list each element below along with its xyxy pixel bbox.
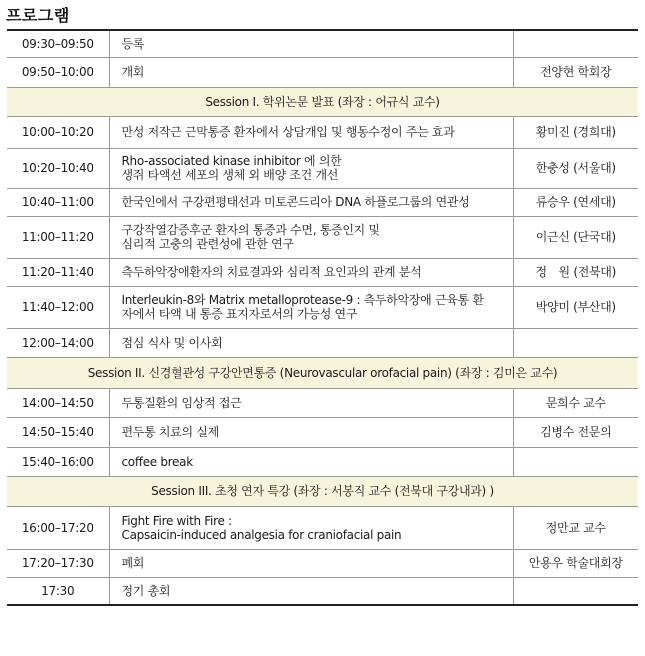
topic-cell	[109, 549, 513, 577]
speaker-cell: 안용우 학술대회장	[513, 549, 638, 577]
time-cell: 10:00–10:20	[7, 116, 109, 148]
session-header: Session III. 초청 연자 특강 (좌장 : 서봉직 교수 (전북대 구강내과) )	[7, 476, 638, 506]
topic-cell	[109, 30, 513, 57]
speaker-cell: 문희수 교수	[513, 388, 638, 417]
speaker-cell: 황미진 (경희대)	[513, 116, 638, 148]
session-row	[7, 476, 638, 506]
program-table	[7, 29, 638, 606]
topic-cell	[109, 577, 513, 605]
topic-cell	[109, 328, 513, 357]
speaker-cell: 정만교 교수	[513, 506, 638, 549]
topic-line: 폐회	[121, 556, 145, 570]
topic-line: Rho-associated kinase inhibitor 에 의한	[121, 154, 342, 168]
topic-cell	[109, 447, 513, 476]
topic-line: 두통질환의 임상적 접근	[121, 395, 242, 410]
table-row	[7, 30, 638, 57]
page-title: 프로그램	[6, 6, 70, 25]
time-cell: 14:50–15:40	[7, 417, 109, 447]
topic-cell	[109, 258, 513, 286]
session-header: Session II. 신경혈관성 구강안면통증 (Neurovascular orofacial pain) (좌장 : 김미은 교수)	[7, 357, 638, 388]
topic-cell	[109, 216, 513, 258]
table-row	[7, 116, 638, 148]
time-cell: 16:00–17:20	[7, 506, 109, 549]
session-header: Session I. 학위논문 발표 (좌장 : 어규식 교수)	[7, 87, 638, 116]
speaker-cell	[513, 447, 638, 476]
speaker-cell: 전양현 학회장	[513, 57, 638, 87]
topic-line: 개회	[121, 65, 145, 79]
topic-line: 정기 총회	[121, 583, 171, 598]
topic-cell	[109, 188, 513, 216]
session-row	[7, 87, 638, 116]
table-row	[7, 286, 638, 328]
speaker-cell	[513, 577, 638, 605]
time-cell: 10:40–11:00	[7, 188, 109, 216]
time-cell: 14:00–14:50	[7, 388, 109, 417]
topic-line: 등록	[121, 36, 145, 51]
topic-line: 구강작열감증후군 환자의 통증과 수면, 통증인지 및	[121, 223, 380, 237]
topic-line: coffee break	[121, 454, 193, 469]
topic-cell	[109, 388, 513, 417]
table-row	[7, 216, 638, 258]
topic-cell	[109, 506, 513, 549]
time-cell: 17:30	[7, 577, 109, 605]
table-row	[7, 258, 638, 286]
topic-line: 만성 저작근 근막통증 환자에서 상담개입 및 행동수정이 주는 효과	[121, 125, 455, 139]
table-row	[7, 577, 638, 605]
speaker-cell: 김병수 전문의	[513, 417, 638, 447]
time-cell: 09:50–10:00	[7, 57, 109, 87]
topic-line: 측두하악장애환자의 치료결과와 심리적 요인과의 관계 분석	[121, 265, 422, 279]
topic-cell	[109, 148, 513, 188]
time-cell: 09:30–09:50	[7, 30, 109, 57]
topic-line: 자에서 타액 내 통증 표지자로서의 가능성 연구	[121, 307, 358, 321]
topic-line: 생쥐 타액선 세포의 생체 외 배양 조건 개선	[121, 168, 339, 182]
table-row	[7, 57, 638, 87]
speaker-cell	[513, 328, 638, 357]
time-cell: 10:20–10:40	[7, 148, 109, 188]
speaker-cell: 한충성 (서울대)	[513, 148, 638, 188]
topic-line: Interleukin-8와 Matrix metalloprotease-9 : 측두하악장애 근육통 환	[121, 293, 484, 307]
topic-line: 한국인에서 구강편평태선과 미토콘드리아 DNA 하플로그룹의 연관성	[121, 195, 470, 209]
topic-cell	[109, 57, 513, 87]
table-row	[7, 506, 638, 549]
speaker-cell: 정 원 (전북대)	[513, 258, 638, 286]
time-cell: 12:00–14:00	[7, 328, 109, 357]
speaker-cell	[513, 30, 638, 57]
program-table-body	[7, 30, 638, 605]
table-row	[7, 388, 638, 417]
speaker-cell: 류승우 (연세대)	[513, 188, 638, 216]
table-row	[7, 417, 638, 447]
topic-cell	[109, 417, 513, 447]
speaker-cell: 이근신 (단국대)	[513, 216, 638, 258]
topic-cell	[109, 116, 513, 148]
topic-cell	[109, 286, 513, 328]
speaker-cell: 박양미 (부산대)	[513, 286, 638, 328]
table-row	[7, 447, 638, 476]
session-row	[7, 357, 638, 388]
table-row	[7, 328, 638, 357]
time-cell: 17:20–17:30	[7, 549, 109, 577]
topic-line: 점심 식사 및 이사회	[121, 335, 223, 350]
topic-line: Capsaicin-induced analgesia for craniofacial pain	[121, 527, 402, 542]
table-row	[7, 148, 638, 188]
time-cell: 15:40–16:00	[7, 447, 109, 476]
topic-line: Fight Fire with Fire :	[121, 513, 232, 528]
topic-line: 심리적 고충의 관련성에 관한 연구	[121, 237, 294, 251]
time-cell: 11:40–12:00	[7, 286, 109, 328]
time-cell: 11:00–11:20	[7, 216, 109, 258]
table-row	[7, 549, 638, 577]
time-cell: 11:20–11:40	[7, 258, 109, 286]
table-row	[7, 188, 638, 216]
topic-line: 편두통 치료의 실제	[121, 425, 219, 439]
